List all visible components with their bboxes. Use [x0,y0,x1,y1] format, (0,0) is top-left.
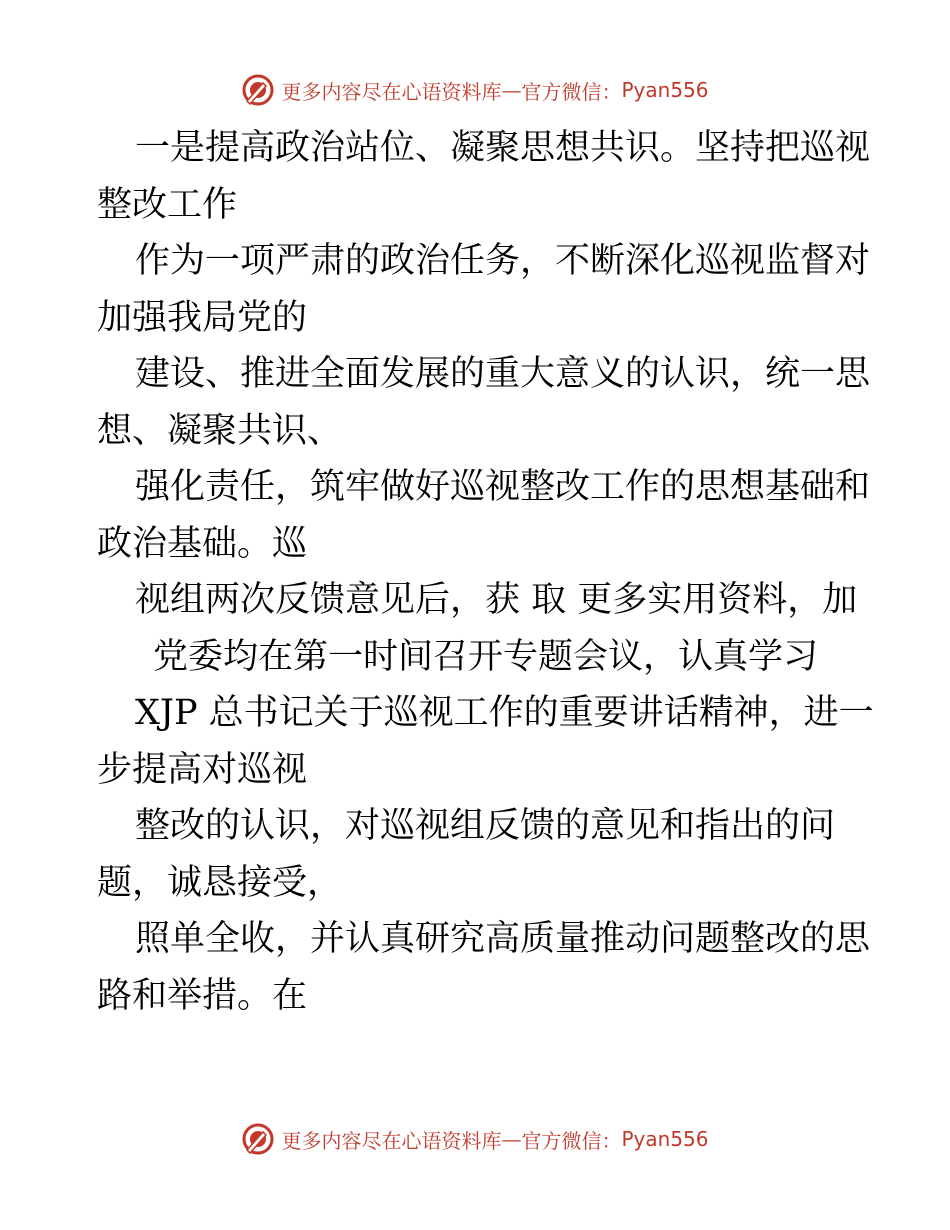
text-line: 照单全收，并认真研究高质量推动问题整改的思 [135,919,871,959]
text-line: 政治基础。巡 [97,523,308,564]
watermark-slogan: 更多内容尽在心语资料库 [281,1128,502,1153]
text-line: 整改工作 [97,184,238,225]
watermark-dash: — [501,78,522,102]
watermark-contact-id: Pyan556 [621,78,709,102]
text-line: 题，诚恳接受， [97,862,343,903]
text-line: 想、凝聚共识、 [97,410,343,451]
text-line: 强化责任，筑牢做好巡视整改工作的思想基础和 [135,467,871,507]
footer-watermark [0,1119,950,1159]
text-line: 一是提高政治站位、凝聚思想共识。坚持把巡视 [135,128,871,168]
text-line: 作为一项严肃的政治任务，不断深化巡视监督对 [135,241,871,281]
watermark-contact-id: Pyan556 [621,1127,709,1151]
text-line: 建设、推进全面发展的重大意义的认识，统一思 [135,354,871,394]
text-line: XJP 总书记关于巡视工作的重要讲话精神，进一 [135,693,874,733]
pen-seal-icon [241,1122,275,1156]
text-line: 整改的认识，对巡视组反馈的意见和指出的问 [135,806,836,846]
text-line: 加强我局党的 [97,297,308,338]
text-line: 党委均在第一时间召开专题会议，认真学习 [153,636,819,677]
text-line: 视组两次反馈意见后，获 取 更多实用资料，加 [135,580,858,620]
watermark-dash: — [501,1127,522,1151]
header-watermark [0,70,950,110]
watermark-contact-label: 官方微信： [521,1128,622,1153]
body-paragraph [97,120,874,1024]
text-line: 路和举措。在 [97,975,308,1016]
text-line: 步提高对巡视 [97,749,308,790]
pen-seal-icon [241,73,275,107]
watermark-slogan: 更多内容尽在心语资料库 [281,79,502,104]
watermark-contact-label: 官方微信： [521,79,622,104]
